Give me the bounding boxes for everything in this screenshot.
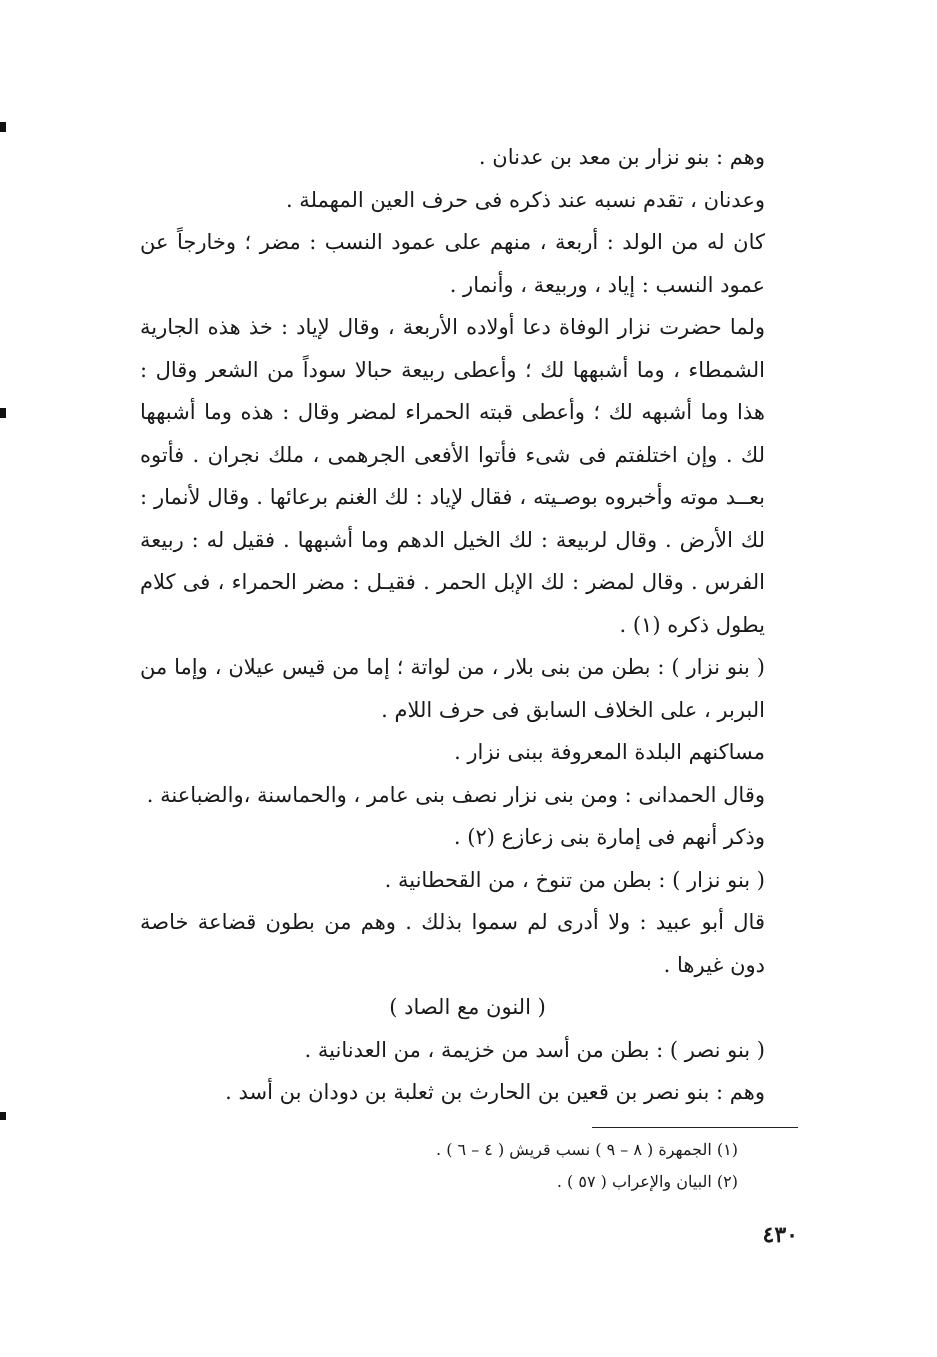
paragraph: كان له من الولد : أربعة ، منهم على عمود النسب : مضر ؛ وخارجاً عن عمود النسب : إياد ، وربيعة ، وأنمار . (140, 230, 765, 297)
paragraph: ( بنو نزار ) : بطن من تنوخ ، من القحطانية . (384, 867, 765, 892)
footnote: (١) الجمهرة ( ٨ – ٩ ) نسب قريش ( ٤ – ٦ ) . (436, 1140, 738, 1159)
paragraph: وذكر أنهم فى إمارة بنى زعازع (٢) . (453, 825, 765, 849)
paragraph: وعدنان ، تقدم نسبه عند ذكره فى حرف العين المهملة . (285, 187, 765, 212)
scan-edge-mark (0, 122, 6, 132)
paragraph: ( بنو نصر ) : بطن من أسد من خزيمة ، من العدنانية . (304, 1037, 765, 1062)
footnotes (360, 1134, 738, 1198)
paragraph: قال أبو عبيد : ولا أدرى لم سموا بذلك . وهم من بطون قضاعة خاصة دون غيرها . (140, 910, 765, 977)
main-text (140, 136, 795, 1114)
page-number: ٤٣٠ (762, 1222, 798, 1248)
paragraph: وقال الحمدانى : ومن بنى نزار نصف بنى عامر ، والحماسنة ،والضباعنة . (146, 782, 765, 807)
paragraph: مساكنهم البلدة المعروفة ببنى نزار . (454, 740, 765, 764)
section-heading: ( النون مع الصاد ) (389, 995, 546, 1019)
paragraph: وهم : بنو نصر بن قعين بن الحارث بن ثعلبة بن دودان بن أسد . (225, 1080, 765, 1104)
footnote: (٢) البيان والإعراب ( ٥٧ ) . (556, 1172, 738, 1191)
scan-edge-mark (0, 408, 6, 418)
footnote-divider (592, 1127, 798, 1128)
paragraph: ( بنو نزار ) : بطن من بنى بلار ، من لواتة ؛ إما من قيس عيلان ، وإما من البربر ، على الخلاف السابق فى حرف اللام . (140, 655, 765, 722)
paragraph: ولما حضرت نزار الوفاة دعا أولاده الأربعة ، وقال لإياد : خذ هذه الجارية الشمطاء ، وما أشبهها لك ؛ وأعطى ربيعة حبالا سوداً من الشعر وقال : هذا وما أشبهه لك ؛ وأعطى قبته الحمراء لمضر وقال : هذه وما أشبهها لك . وإن اختلفتم فى شىء فأتوا الأفعى الجرهمى ، ملك نجران . فأتوه بعــد موته وأخبروه بوصـيته ، فقال لإياد : لك الغنم برعائها . وقال لأنمار : لك الأرض . وقال لربيعة : لك الخيل الدهم وما أشبهها . فقيل له : ربيعة الفرس . وقال لمضر : لك الإبل الحمر . فقيـل : مضر الحمراء ، فى كلام يطول ذكره (١) . (140, 315, 765, 637)
paragraph: وهم : بنو نزار بن معد بن عدنان . (478, 145, 765, 169)
scan-edge-mark (0, 1112, 6, 1120)
